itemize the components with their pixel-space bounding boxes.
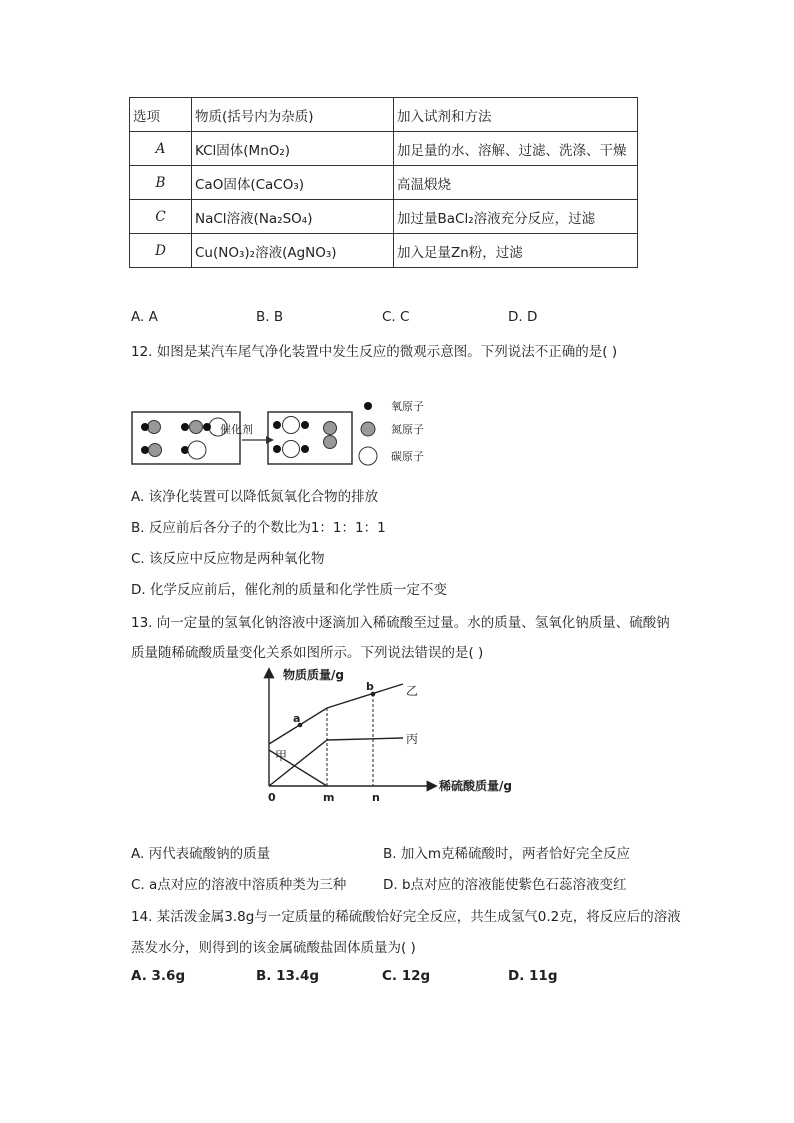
q12-reaction-diagram xyxy=(128,395,448,470)
q11-choice-c[interactable]: C. C xyxy=(382,309,410,325)
table-cell-substance: CaO固体(CaCO₃) xyxy=(192,166,394,200)
legend-carbon-label: 碳原子 xyxy=(391,450,424,463)
table-cell-substance: NaCl溶液(Na₂SO₄) xyxy=(192,200,394,234)
table-cell-method: 加足量的水、溶解、过滤、洗涤、干燥 xyxy=(394,132,638,166)
nitrogen-atom xyxy=(324,422,337,435)
options-table xyxy=(129,97,638,268)
nitrogen-atom xyxy=(149,444,162,457)
x-tick-n: n xyxy=(372,791,380,802)
series-jia-label: 甲 xyxy=(275,749,288,763)
q14-stem-line1: 14. 某活泼金属3.8g与一定质量的稀硫酸恰好完全反应，共生成氢气0.2克，将反应后的溶液 xyxy=(131,909,681,925)
nitrogen-atom xyxy=(324,436,337,449)
oxygen-atom xyxy=(203,423,211,431)
q13-stem-line2: 质量随稀硫酸质量变化关系如图所示。下列说法错误的是( ) xyxy=(131,645,484,661)
y-axis-label: 物质质量/g xyxy=(283,668,344,682)
carbon-atom xyxy=(283,417,300,434)
arrow-head xyxy=(266,436,274,444)
q13-option-c[interactable]: C. a点对应的溶液中溶质种类为三种 xyxy=(131,877,347,893)
table-header-cell: 物质(括号内为杂质) xyxy=(192,98,394,132)
product-box xyxy=(268,412,352,464)
series-bing-label: 丙 xyxy=(406,732,419,746)
q11-choice-d[interactable]: D. D xyxy=(508,309,538,325)
oxygen-atom xyxy=(141,446,149,454)
oxygen-atom xyxy=(301,445,309,453)
origin-label: 0 xyxy=(268,791,276,802)
carbon-atom xyxy=(283,441,300,458)
q12-option-d[interactable]: D. 化学反应前后，催化剂的质量和化学性质一定不变 xyxy=(131,582,447,598)
x-tick-m: m xyxy=(323,791,335,802)
nitrogen-atom xyxy=(148,421,161,434)
q12-option-b[interactable]: B. 反应前后各分子的个数比为1：1：1：1 xyxy=(131,520,386,536)
table-row xyxy=(130,132,638,166)
q13-option-b[interactable]: B. 加入m克稀硫酸时，两者恰好完全反应 xyxy=(383,846,630,862)
legend-carbon-icon xyxy=(359,447,377,465)
table-cell-label: A xyxy=(130,132,192,166)
point-a-label: a xyxy=(293,712,301,725)
q14-stem-line2: 蒸发水分，则得到的该金属硫酸盐固体质量为( ) xyxy=(131,940,416,956)
carbon-atom xyxy=(188,441,206,459)
nitrogen-atom xyxy=(190,421,203,434)
q13-option-a[interactable]: A. 丙代表硫酸钠的质量 xyxy=(131,846,271,862)
q12-option-a[interactable]: A. 该净化装置可以降低氮氧化合物的排放 xyxy=(131,489,379,505)
table-cell-label: C xyxy=(130,200,192,234)
legend-oxygen-label: 氧原子 xyxy=(391,400,424,413)
table-header-row xyxy=(130,98,638,132)
q14-option-c[interactable]: C. 12g xyxy=(382,968,431,984)
table-cell-method: 加入足量Zn粉，过滤 xyxy=(394,234,638,268)
table-cell-substance: KCl固体(MnO₂) xyxy=(192,132,394,166)
q14-option-a[interactable]: A. 3.6g xyxy=(131,968,186,984)
table-header-cell: 选项 xyxy=(130,98,192,132)
oxygen-atom xyxy=(273,421,281,429)
table-cell-method: 高温煅烧 xyxy=(394,166,638,200)
legend-nitrogen-icon xyxy=(361,422,375,436)
table-cell-method: 加过量BaCl₂溶液充分反应，过滤 xyxy=(394,200,638,234)
q13-option-d[interactable]: D. b点对应的溶液能使紫色石蕊溶液变红 xyxy=(383,877,627,893)
catalyst-label: 催化剂 xyxy=(220,423,253,436)
oxygen-atom xyxy=(141,423,149,431)
oxygen-atom xyxy=(181,423,189,431)
q12-option-c[interactable]: C. 该反应中反应物是两种氧化物 xyxy=(131,551,325,567)
legend-nitrogen-label: 氮原子 xyxy=(391,423,424,436)
q12-stem: 12. 如图是某汽车尾气净化装置中发生反应的微观示意图。下列说法不正确的是( ) xyxy=(131,344,618,360)
q11-choice-b[interactable]: B. B xyxy=(256,309,284,325)
table-cell-label: D xyxy=(130,234,192,268)
q13-stem-line1: 13. 向一定量的氢氧化钠溶液中逐滴加入稀硫酸至过量。水的质量、氢氧化钠质量、硫酸钠 xyxy=(131,615,670,631)
table-row xyxy=(130,200,638,234)
table-row xyxy=(130,234,638,268)
legend-oxygen-icon xyxy=(364,402,372,410)
table-header-cell: 加入试剂和方法 xyxy=(394,98,638,132)
oxygen-atom xyxy=(273,445,281,453)
table-cell-label: B xyxy=(130,166,192,200)
table-cell-substance: Cu(NO₃)₂溶液(AgNO₃) xyxy=(192,234,394,268)
x-axis-label: 稀硫酸质量/g xyxy=(439,779,512,793)
q14-option-d[interactable]: D. 11g xyxy=(508,968,558,984)
q13-graph xyxy=(255,662,555,802)
series-yi-line xyxy=(269,684,403,744)
q14-option-b[interactable]: B. 13.4g xyxy=(256,968,320,984)
point-b-label: b xyxy=(366,680,374,693)
q11-choice-a[interactable]: A. A xyxy=(131,309,158,325)
table-row xyxy=(130,166,638,200)
series-yi-label: 乙 xyxy=(406,684,419,698)
oxygen-atom xyxy=(301,421,309,429)
